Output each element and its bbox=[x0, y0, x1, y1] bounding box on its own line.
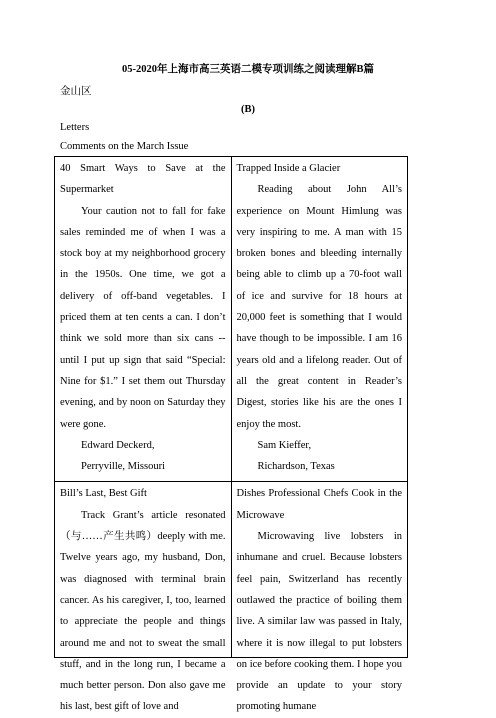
comments-label: Comments on the March Issue bbox=[60, 141, 189, 152]
letter-clip bbox=[236, 483, 403, 713]
letter-body: Reading about John All’s experience on Mount Himlung was very inspiring to me. A man with 15 broken bones and bleeding internally being able to climb up a 70-foot wall of ice and survive for 18 hours at 20,000 feet is something that I would have though to be impossible. I am 16 years old and a lifelong reader. Out of all the great content in Reader’s Digest, stories like his are the ones I enjoy the most. bbox=[236, 184, 402, 430]
section-label: (B) bbox=[241, 104, 255, 115]
letter-heading: Trapped Inside a Glacier bbox=[236, 163, 341, 174]
letter-author: Edward Deckerd, bbox=[81, 439, 155, 451]
letter-heading: Bill’s Last, Best Gift bbox=[60, 488, 147, 500]
letter-body: Track Grant’s article resonated（与……产生共鸣）deeply with me. Twelve years ago, my husband, Don, was diagnosed with terminal brain cancer. As his caregiver, I, too, learned to appreciate the people and things around me and not to sweat the small stuff, and in the long run, I became a much better person. Don also gave me his last, best gift of love and bbox=[60, 509, 226, 713]
letter-location: Perryville, Missouri bbox=[81, 461, 165, 473]
district-label: 金山区 bbox=[60, 86, 92, 97]
letter-location: Richardson, Texas bbox=[257, 461, 335, 473]
letter-cell bbox=[55, 157, 232, 482]
letter-heading: 40 Smart Ways to Save at the Supermarket bbox=[60, 163, 226, 196]
page-title: 05-2020年上海市高三英语二模专项训练之阅读理解B篇 bbox=[122, 64, 374, 75]
table-row bbox=[55, 482, 408, 658]
letter-heading: Dishes Professional Chefs Cook in the Microwave bbox=[236, 488, 402, 521]
letter-body: Microwaving live lobsters in inhumane and cruel. Because lobsters feel pain, Switzerland has recently outlawed the practice of boiling them live. A similar law was passed in Italy, where it is now illegal to put lobsters on ice before cooking them. I hope you provide an update to your story promoting humane bbox=[236, 531, 402, 713]
letters-label: Letters bbox=[60, 122, 90, 133]
letter-cell bbox=[231, 482, 408, 713]
letter-cell bbox=[231, 157, 408, 482]
letter-author: Sam Kieffer, bbox=[257, 439, 312, 451]
letter-body-clip bbox=[60, 505, 226, 713]
table-row bbox=[55, 157, 408, 482]
letters-table bbox=[54, 156, 408, 713]
letter-body: Your caution not to fall for fake sales reminded me of when I was a stock boy at my neighborhood grocery in the 1950s. One time, we got a delivery of off-band vegetables. I priced them at ten cents a can. I don’t think we sold more than six cans -- until I put up sign that said “Special: Nine for $1.” I set them out Thursday evening, and by noon on Saturday they were gone. bbox=[60, 205, 226, 430]
letter-cell bbox=[55, 482, 232, 713]
